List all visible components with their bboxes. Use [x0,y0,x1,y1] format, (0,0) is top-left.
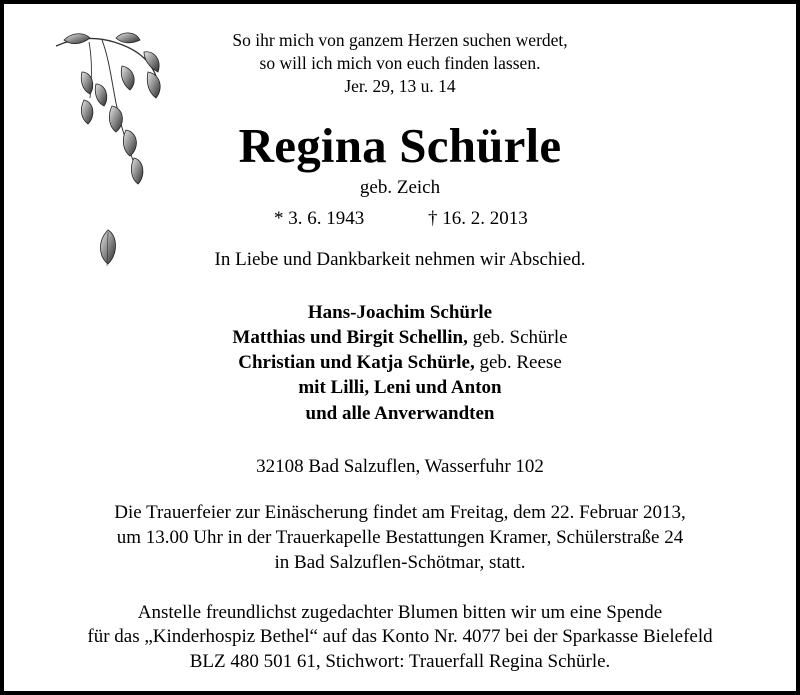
donation-line-2: für das „Kinderhospiz Bethel“ auf das Konto Nr. 4077 bei der Sparkasse Bielefeld [87,626,713,647]
verse-line-1: So ihr mich von ganzem Herzen suchen werdet, [232,30,568,50]
mourner-line [4,402,796,426]
mourner-line [4,301,796,325]
mourner-line [4,351,796,375]
ceremony-line-2: um 13.00 Uhr in der Trauerkapelle Bestattungen Kramer, Schülerstraße 24 [116,527,684,548]
verse-reference: Jer. 29, 13 u. 14 [344,76,456,96]
ceremony-line-1: Die Trauerfeier zur Einäscherung findet am Freitag, dem 22. Februar 2013, [114,502,686,523]
mourner-names: mit Lilli, Leni und Anton [298,377,502,398]
donation-line-1: Anstelle freundlichst zugedachter Blumen bitten wir um eine Spende [137,602,663,623]
mourner-names: Hans-Joachim Schürle [307,302,493,323]
mourner-names: Matthias und Birgit Schellin, [232,327,468,348]
mourner-line [4,376,796,400]
verse-line-2: so will ich mich von euch finden lassen. [259,53,541,73]
family-address: 32108 Bad Salzuflen, Wasserfuhr 102 [256,456,544,477]
donation-line-3: BLZ 480 501 61, Stichwort: Trauerfall Regina Schürle. [189,651,611,672]
mourner-line [4,326,796,350]
ceremony-line-3: in Bad Salzuflen-Schötmar, statt. [274,552,526,573]
mourner-maiden-name: geb. Reese [474,352,562,373]
birth-date: * 3. 6. 1943 [274,208,365,229]
farewell-text: In Liebe und Dankbarkeit nehmen wir Abschied. [214,249,586,270]
death-date: † 16. 2. 2013 [428,208,528,229]
mourner-names: Christian und Katja Schürle, [238,352,475,373]
deceased-name: Regina Schürle [238,118,562,173]
maiden-name: geb. Zeich [359,177,441,198]
mourner-maiden-name: geb. Schürle [467,327,568,348]
mourner-names: und alle Anverwandten [305,403,495,424]
